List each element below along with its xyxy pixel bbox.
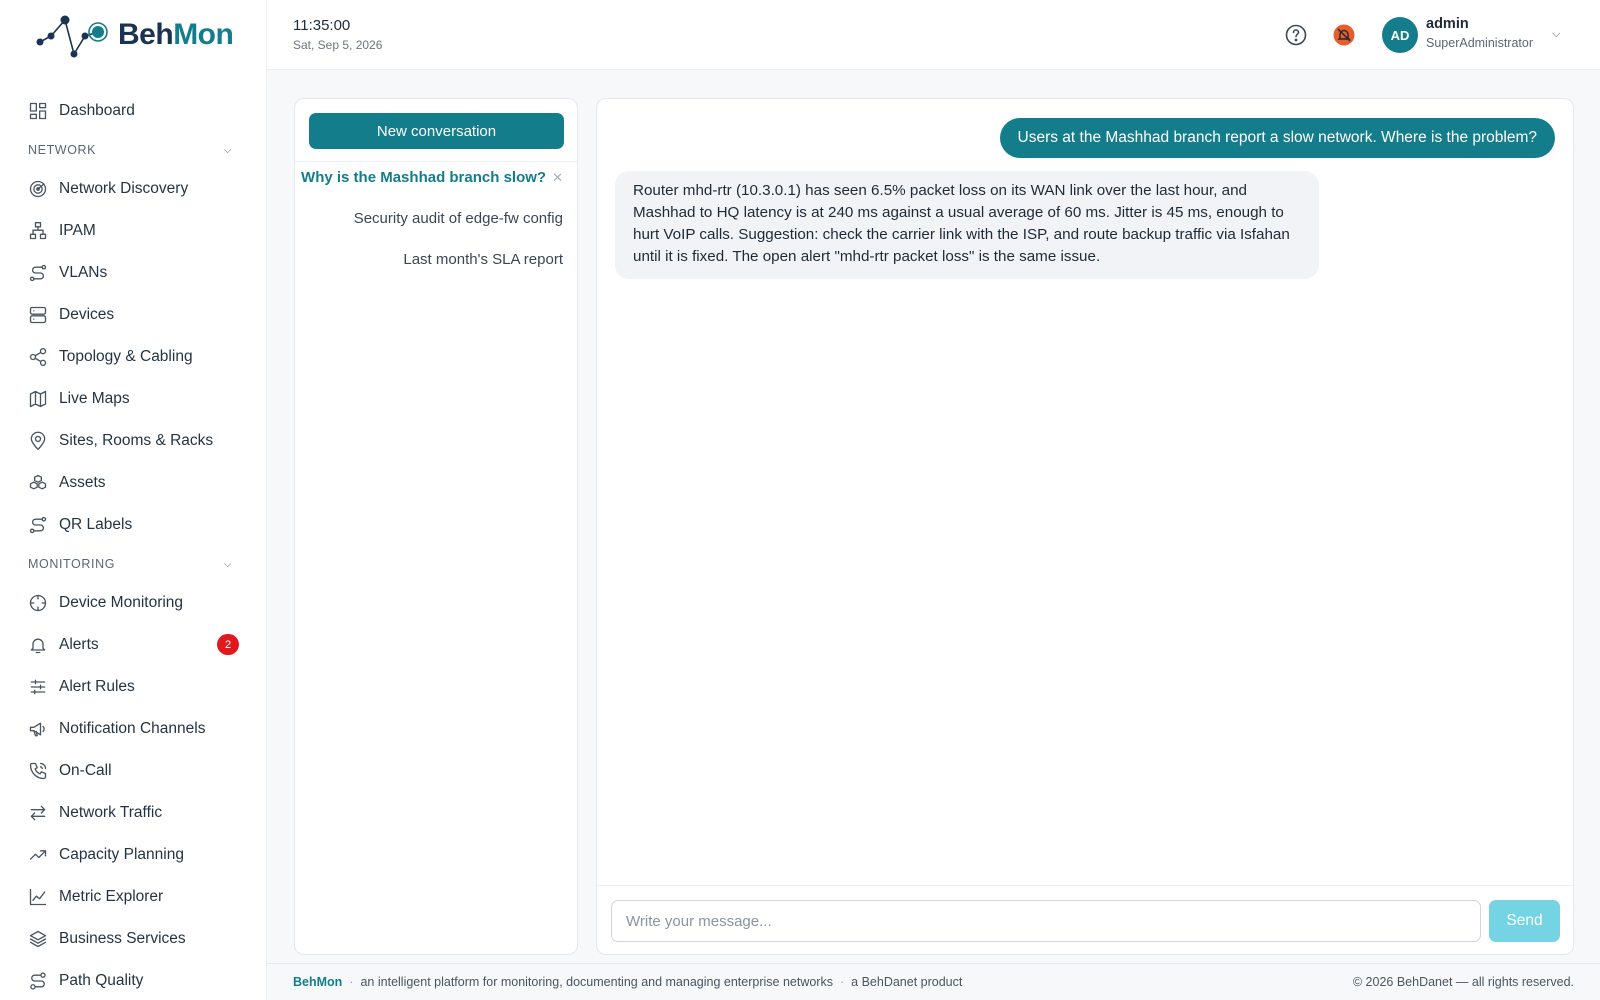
user-menu[interactable] bbox=[1426, 16, 1533, 50]
avatar[interactable]: AD bbox=[1382, 17, 1418, 53]
new-conversation-button[interactable]: New conversation bbox=[309, 113, 564, 149]
megaphone-icon bbox=[27, 718, 49, 740]
sidebar-item-label: Topology & Cabling bbox=[59, 348, 193, 365]
sidebar-item-label: Dashboard bbox=[59, 102, 135, 119]
user-message-bubble: Users at the Mashhad branch report a slow network. Where is the problem? bbox=[1000, 118, 1556, 158]
bell-off-icon[interactable] bbox=[1331, 22, 1357, 48]
boxes-icon bbox=[27, 472, 49, 494]
sidebar-item-live-maps[interactable] bbox=[0, 378, 266, 420]
sidebar-item-label: Metric Explorer bbox=[59, 888, 164, 905]
conversation-title: Security audit of edge-fw config bbox=[353, 210, 563, 227]
sidebar-item-network-discovery[interactable] bbox=[0, 168, 266, 210]
map-icon bbox=[27, 388, 49, 410]
footer-product: a BehDanet product bbox=[851, 975, 963, 989]
sidebar-item-capacity-planning[interactable] bbox=[0, 834, 266, 876]
sidebar-item-devices[interactable] bbox=[0, 294, 266, 336]
footer bbox=[267, 963, 1600, 1000]
sidebar-item-topology-cabling[interactable] bbox=[0, 336, 266, 378]
sidebar-item-sites-rooms-racks[interactable] bbox=[0, 420, 266, 462]
sidebar-item-label: Capacity Planning bbox=[59, 846, 184, 863]
footer-separator: · bbox=[839, 975, 845, 989]
location-pin-icon bbox=[27, 430, 49, 452]
footer-brand: BehMon bbox=[293, 975, 343, 989]
sidebar-item-label: Business Services bbox=[59, 930, 186, 947]
sidebar-item-assets[interactable] bbox=[0, 462, 266, 504]
conversation-title: Last month's SLA report bbox=[403, 251, 563, 268]
sidebar-item-label: Network Traffic bbox=[59, 804, 163, 821]
user-role: SuperAdministrator bbox=[1426, 36, 1533, 50]
phone-icon bbox=[27, 760, 49, 782]
trending-up-icon bbox=[27, 844, 49, 866]
help-icon[interactable] bbox=[1283, 22, 1309, 48]
chevron-down-icon: ⌵ bbox=[223, 558, 232, 570]
top-header bbox=[267, 0, 1600, 70]
arrows-left-right-icon bbox=[27, 802, 49, 824]
clock-date: Sat, Sep 5, 2026 bbox=[293, 38, 383, 52]
sidebar-item-path-quality[interactable] bbox=[0, 960, 266, 1000]
sidebar-item-ipam[interactable] bbox=[0, 210, 266, 252]
sidebar-item-label: Alert Rules bbox=[59, 678, 135, 695]
sidebar-item-label: Sites, Rooms & Racks bbox=[59, 432, 214, 449]
sidebar-item-device-monitoring[interactable] bbox=[0, 582, 266, 624]
sidebar-item-metric-explorer[interactable] bbox=[0, 876, 266, 918]
chevron-down-icon: ⌵ bbox=[223, 144, 232, 156]
logo-mark-icon bbox=[34, 10, 110, 60]
conversation-title: Why is the Mashhad branch slow? bbox=[301, 169, 547, 186]
sidebar bbox=[0, 0, 267, 1000]
user-name: admin bbox=[1426, 16, 1469, 32]
send-button[interactable]: Send bbox=[1489, 900, 1560, 942]
logo[interactable] bbox=[0, 0, 266, 70]
sidebar-item-qr-labels[interactable] bbox=[0, 504, 266, 546]
bell-icon bbox=[27, 634, 49, 656]
dashboard-grid-icon bbox=[27, 100, 49, 122]
share-icon bbox=[27, 346, 49, 368]
sidebar-item-label: IPAM bbox=[59, 222, 96, 239]
crosshair-icon bbox=[27, 592, 49, 614]
sidebar-item-network-traffic[interactable] bbox=[0, 792, 266, 834]
server-icon bbox=[27, 304, 49, 326]
footer-copyright: © 2026 BehDanet — all rights reserved. bbox=[1352, 975, 1574, 989]
sidebar-item-alerts[interactable] bbox=[0, 624, 266, 666]
sidebar-item-on-call[interactable] bbox=[0, 750, 266, 792]
conversation-item[interactable] bbox=[403, 251, 563, 268]
sidebar-item-label: Alerts bbox=[59, 636, 99, 653]
divider bbox=[295, 161, 577, 162]
sidebar-item-label: VLANs bbox=[59, 264, 108, 281]
assistant-message-bubble: Router mhd-rtr (10.3.0.1) has seen 6.5% packet loss on its WAN link over the last hour, and Mashhad to HQ latency is at 240 ms against a usual average of 60 ms. Jitter is 45 ms, enough to hurt VoIP calls. Suggestion: check the carrier link with the ISP, and route backup traffic via Isfahan until it is fixed. The open alert "mhd-rtr packet loss" is the same issue. bbox=[615, 171, 1319, 279]
sidebar-item-label: Assets bbox=[59, 474, 106, 491]
route-icon bbox=[27, 262, 49, 284]
sidebar-item-label: On-Call bbox=[59, 762, 112, 779]
sidebar-item-label: Live Maps bbox=[59, 390, 130, 407]
sidebar-item-label: Notification Channels bbox=[59, 720, 206, 737]
clock-time: 11:35:00 bbox=[293, 17, 351, 34]
hierarchy-icon bbox=[27, 220, 49, 242]
line-chart-icon bbox=[27, 886, 49, 908]
section-network-toggle[interactable] bbox=[0, 132, 266, 168]
route-icon bbox=[27, 514, 49, 536]
sidebar-item-label: Network Discovery bbox=[59, 180, 189, 197]
section-network-label: NETWORK bbox=[28, 143, 97, 157]
sidebar-item-notification-channels[interactable] bbox=[0, 708, 266, 750]
layers-icon bbox=[27, 928, 49, 950]
footer-tagline: an intelligent platform for monitoring, documenting and managing enterprise networks bbox=[360, 975, 833, 989]
sidebar-item-label: QR Labels bbox=[59, 516, 133, 533]
section-monitoring-toggle[interactable] bbox=[0, 546, 266, 582]
sidebar-nav bbox=[0, 70, 266, 1000]
chat-panel bbox=[596, 98, 1574, 955]
message-input[interactable] bbox=[611, 900, 1481, 942]
sidebar-item-dashboard[interactable] bbox=[0, 90, 266, 132]
sidebar-item-vlans[interactable] bbox=[0, 252, 266, 294]
conversation-item[interactable] bbox=[354, 210, 563, 227]
sidebar-item-alert-rules[interactable] bbox=[0, 666, 266, 708]
chevron-down-icon[interactable]: ⌵ bbox=[1552, 28, 1561, 40]
section-monitoring-label: MONITORING bbox=[28, 557, 116, 571]
divider bbox=[597, 885, 1573, 886]
sliders-icon bbox=[27, 676, 49, 698]
sidebar-item-label: Path Quality bbox=[59, 972, 144, 989]
conversation-item-active[interactable] bbox=[301, 169, 563, 186]
footer-separator: · bbox=[349, 975, 354, 989]
conversations-panel bbox=[294, 98, 578, 955]
sidebar-item-business-services[interactable] bbox=[0, 918, 266, 960]
sidebar-item-label: Devices bbox=[59, 306, 115, 323]
alerts-count-badge: 2 bbox=[217, 634, 239, 655]
sidebar-item-label: Device Monitoring bbox=[59, 594, 184, 611]
radar-icon bbox=[27, 178, 49, 200]
logo-text: BehMon bbox=[118, 18, 234, 51]
path-icon bbox=[27, 970, 49, 992]
clock bbox=[293, 17, 382, 52]
close-icon[interactable]: ✕ bbox=[552, 170, 563, 185]
